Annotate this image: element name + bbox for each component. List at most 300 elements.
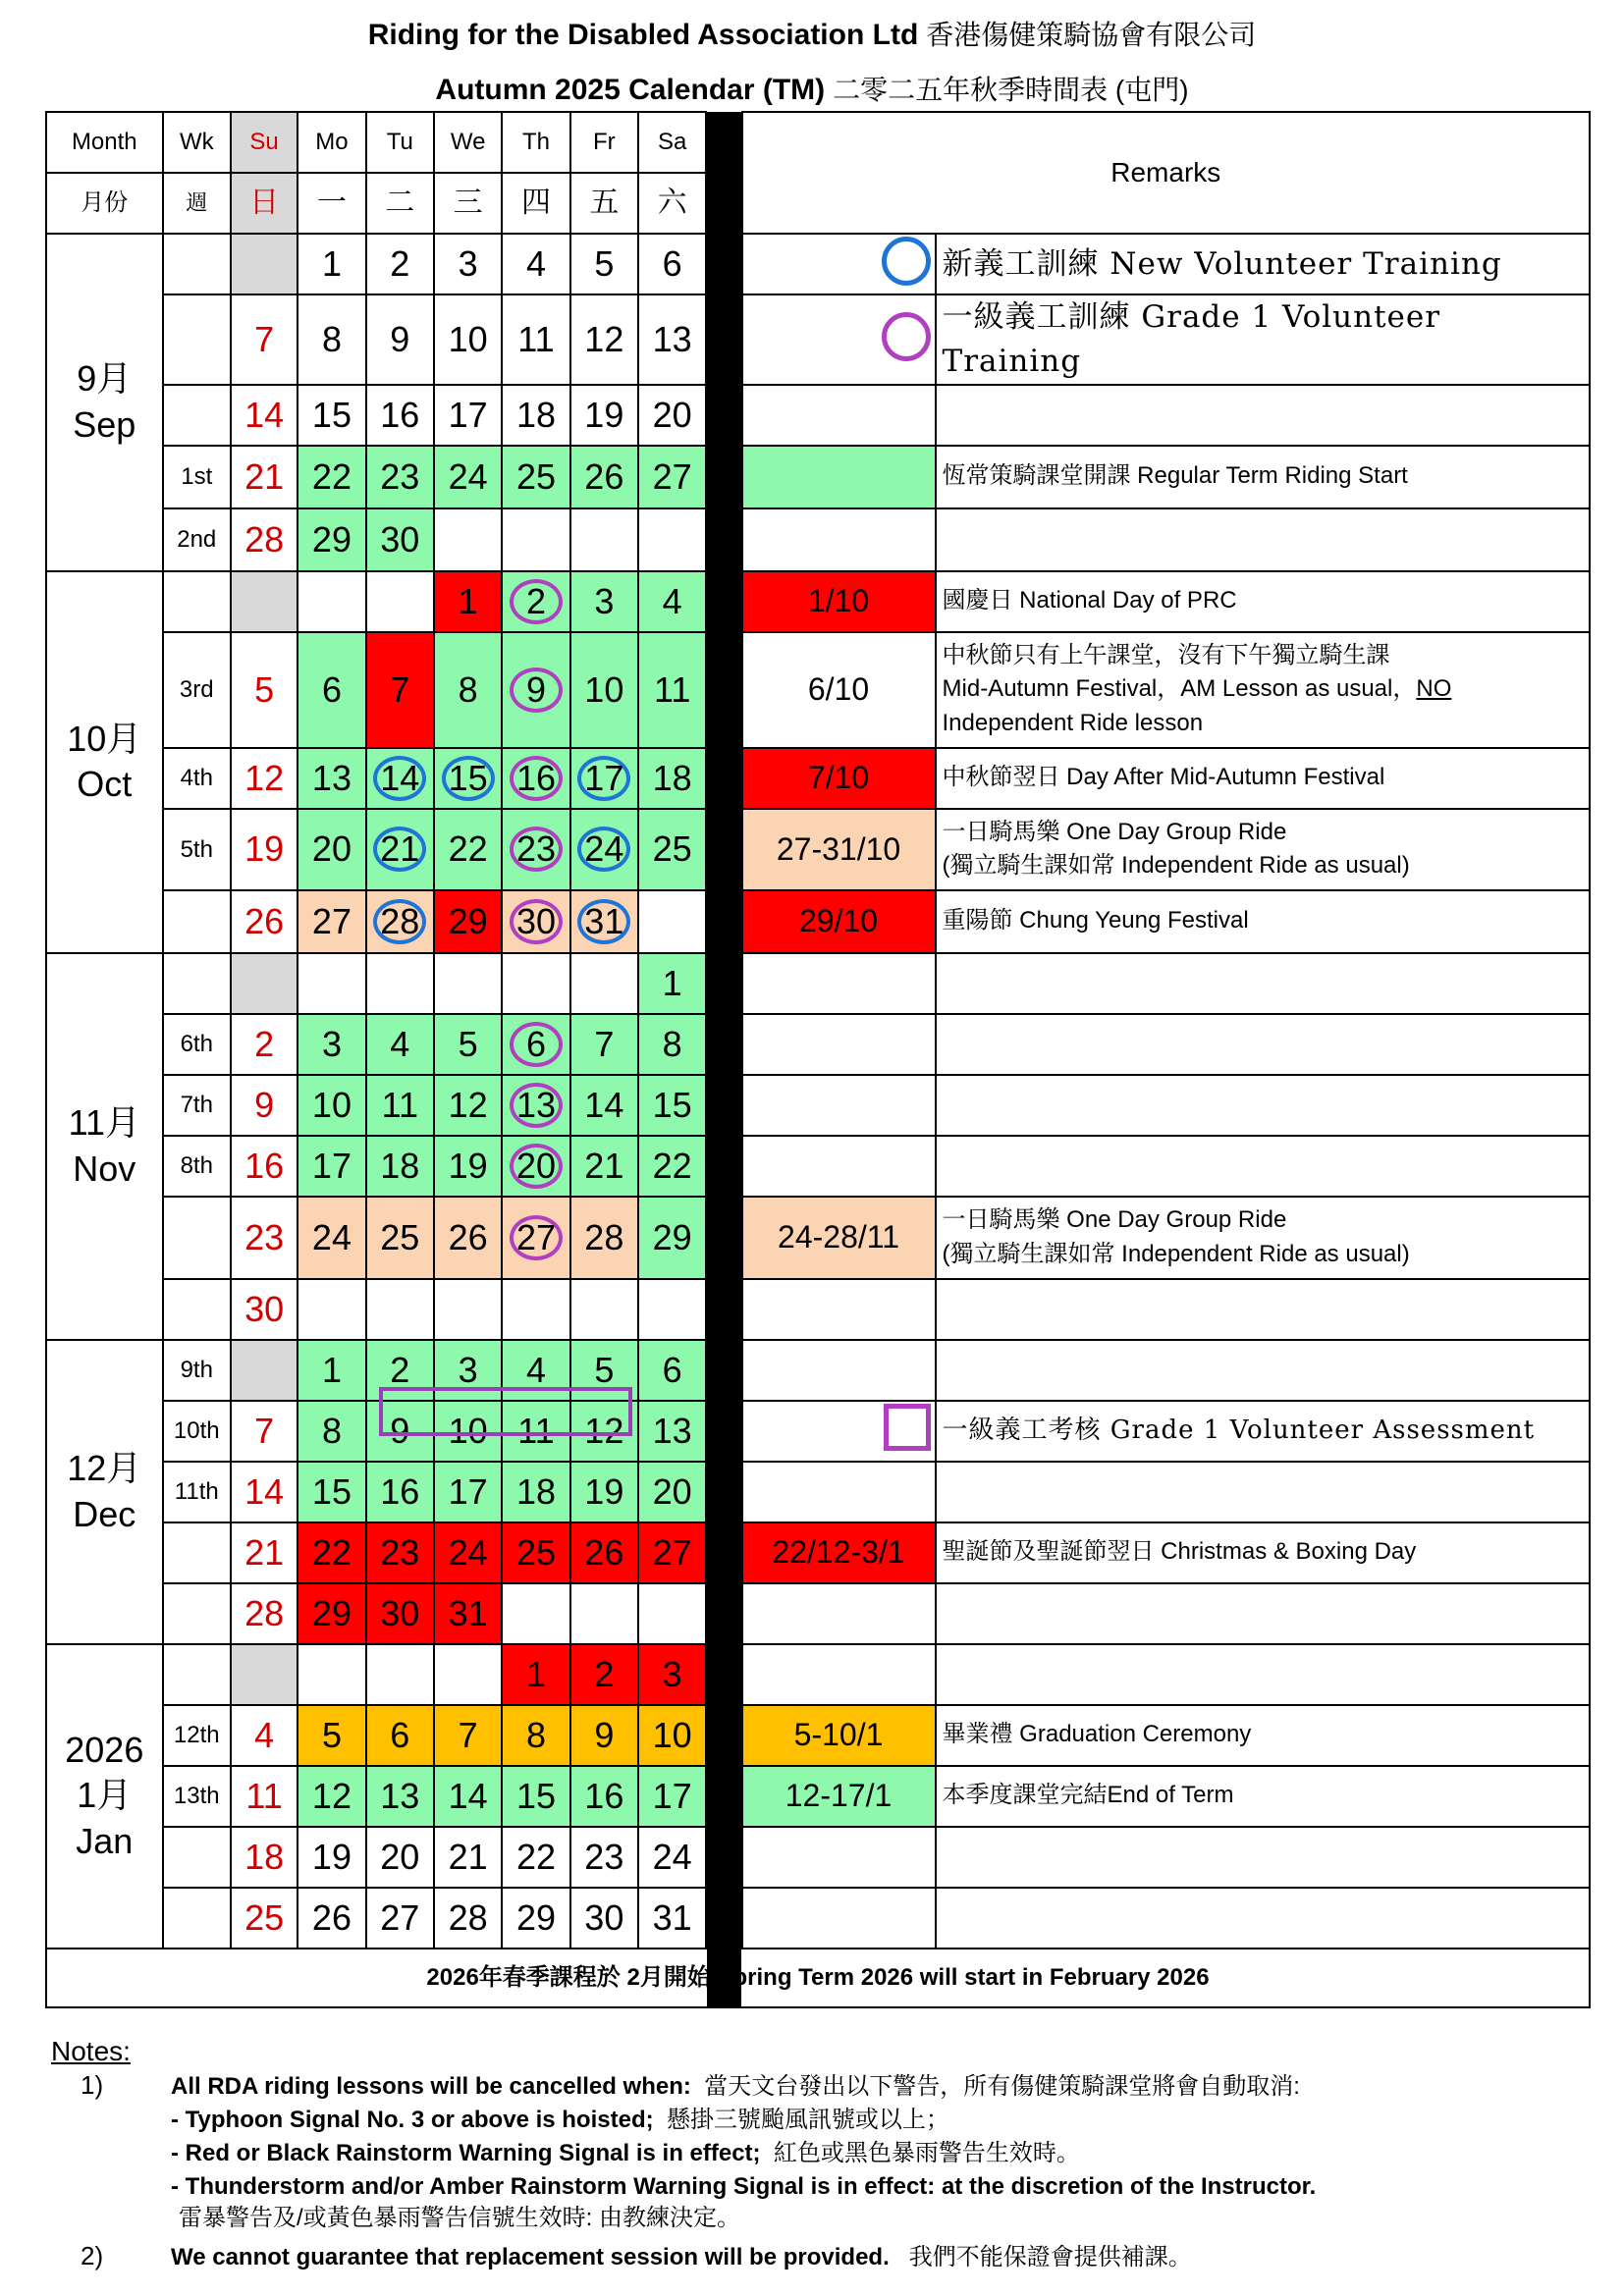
note-text-en: - Thunderstorm and/or Amber Rainstorm Warning Signal is in effect: at the discretion of the Instructor. bbox=[171, 2173, 1317, 2200]
day-cell: 6 bbox=[638, 1340, 706, 1401]
day-header-zh-sa: 六 bbox=[638, 173, 706, 234]
day-cell: 11 bbox=[502, 294, 569, 385]
day-cell: 22 bbox=[638, 1136, 706, 1197]
day-cell: 14 bbox=[231, 385, 298, 446]
month-zh: 12月 bbox=[67, 1448, 142, 1489]
day-cell: 27 bbox=[638, 446, 706, 508]
day-cell bbox=[638, 508, 706, 571]
black-separator bbox=[706, 112, 741, 2007]
subtitle-en: Autumn 2025 Calendar (TM) bbox=[435, 74, 826, 106]
note-text-en: - Typhoon Signal No. 3 or above is hoisted; bbox=[171, 2107, 654, 2133]
week-label bbox=[163, 385, 231, 446]
day-cell: 24 bbox=[638, 1827, 706, 1888]
note-text-en: We cannot guarantee that replacement session will be provided. bbox=[171, 2244, 890, 2270]
week-row bbox=[46, 294, 1590, 385]
remark: 本季度課堂完結End of Term bbox=[936, 1766, 1590, 1827]
day-cell bbox=[502, 748, 569, 809]
day-cell bbox=[638, 890, 706, 953]
event-date bbox=[742, 446, 936, 508]
day-cell: 19 bbox=[231, 809, 298, 890]
month-zh: 10月 bbox=[67, 718, 142, 759]
week-row bbox=[46, 809, 1590, 890]
title-en: Riding for the Disabled Association Ltd bbox=[367, 19, 919, 51]
note-text-zh: 我們不能保證會提供補課。 bbox=[908, 2244, 1192, 2270]
day-cell: 12 bbox=[570, 294, 638, 385]
day-cell: 5 bbox=[570, 1340, 638, 1401]
week-label bbox=[163, 1197, 231, 1279]
day-cell: 30 bbox=[366, 508, 434, 571]
day-cell bbox=[298, 1279, 365, 1340]
day-cell: 23 bbox=[366, 446, 434, 508]
new-volunteer-marker: 15 bbox=[442, 756, 495, 801]
week-label bbox=[163, 294, 231, 385]
week-row bbox=[46, 1075, 1590, 1136]
day-cell: 2 bbox=[366, 1340, 434, 1401]
day-cell: 5 bbox=[570, 234, 638, 294]
grade1-training-marker: 6 bbox=[510, 1022, 563, 1067]
day-cell: 18 bbox=[502, 385, 569, 446]
event-date bbox=[742, 1075, 936, 1136]
day-cell: 15 bbox=[298, 385, 365, 446]
day-cell: 30 bbox=[231, 1279, 298, 1340]
note-1c bbox=[171, 2169, 1316, 2205]
week-label: 5th bbox=[163, 809, 231, 890]
note-1 bbox=[171, 2069, 1300, 2105]
remark-line: Independent Ride lesson bbox=[942, 710, 1204, 737]
week-row bbox=[46, 571, 1590, 632]
day-cell: 15 bbox=[502, 1766, 569, 1827]
grade1-training-marker: 23 bbox=[510, 827, 563, 872]
week-row bbox=[46, 890, 1590, 953]
event-date: 22/12-3/1 bbox=[742, 1522, 936, 1583]
note-2 bbox=[171, 2240, 1192, 2275]
day-cell: 6 bbox=[638, 234, 706, 294]
day-cell: 8 bbox=[434, 632, 502, 748]
event-date bbox=[742, 953, 936, 1014]
day-header-zh-mo: 一 bbox=[298, 173, 365, 234]
day-cell: 20 bbox=[638, 1462, 706, 1522]
day-header-zh-fr: 五 bbox=[570, 173, 638, 234]
month-zh: 9月 bbox=[77, 358, 133, 400]
week-label bbox=[163, 1522, 231, 1583]
day-cell: 1 bbox=[502, 1644, 569, 1705]
day-cell: 21 bbox=[570, 1136, 638, 1197]
day-cell: 1 bbox=[298, 234, 365, 294]
day-cell bbox=[502, 1075, 569, 1136]
grade1-training-marker: 2 bbox=[510, 579, 563, 624]
week-label: 11th bbox=[163, 1462, 231, 1522]
day-cell bbox=[366, 571, 434, 632]
event-date: 5-10/1 bbox=[742, 1705, 936, 1766]
week-row bbox=[46, 748, 1590, 809]
day-cell: 21 bbox=[434, 1827, 502, 1888]
day-cell: 28 bbox=[231, 508, 298, 571]
month-zh: 11月 bbox=[68, 1102, 140, 1144]
day-cell bbox=[570, 748, 638, 809]
remark bbox=[936, 508, 1590, 571]
month-en: Nov bbox=[73, 1148, 136, 1189]
wk-header-zh: 週 bbox=[163, 173, 231, 234]
day-header-zh-we: 三 bbox=[434, 173, 502, 234]
day-cell: 20 bbox=[638, 385, 706, 446]
day-cell: 27 bbox=[366, 1888, 434, 1949]
week-row bbox=[46, 1136, 1590, 1197]
legend-swatch-grade1 bbox=[742, 294, 936, 385]
day-cell: 15 bbox=[638, 1075, 706, 1136]
wk-header: Wk bbox=[163, 112, 231, 173]
day-cell bbox=[638, 1279, 706, 1340]
day-cell: 17 bbox=[298, 1136, 365, 1197]
day-cell: 15 bbox=[298, 1462, 365, 1522]
week-row bbox=[46, 234, 1590, 294]
day-cell: 20 bbox=[366, 1827, 434, 1888]
day-cell: 10 bbox=[638, 1705, 706, 1766]
day-cell bbox=[502, 1014, 569, 1075]
day-cell: 7 bbox=[366, 632, 434, 748]
week-label bbox=[163, 1827, 231, 1888]
day-cell: 10 bbox=[570, 632, 638, 748]
day-cell bbox=[570, 1279, 638, 1340]
week-label: 1st bbox=[163, 446, 231, 508]
day-cell bbox=[502, 809, 569, 890]
day-cell: 28 bbox=[231, 1583, 298, 1644]
week-row bbox=[46, 1014, 1590, 1075]
day-cell: 3 bbox=[298, 1014, 365, 1075]
day-cell bbox=[502, 1197, 569, 1279]
remark bbox=[936, 632, 1590, 748]
day-cell: 13 bbox=[638, 294, 706, 385]
day-cell bbox=[502, 1136, 569, 1197]
day-header-mo: Mo bbox=[298, 112, 365, 173]
day-cell: 1 bbox=[638, 953, 706, 1014]
event-date bbox=[742, 1583, 936, 1644]
remarks-header: Remarks bbox=[742, 112, 1590, 234]
day-cell bbox=[502, 1279, 569, 1340]
week-label: 3rd bbox=[163, 632, 231, 748]
day-cell: 1 bbox=[298, 1340, 365, 1401]
note-1c-zh: 雷暴警告及/或黃色暴雨警告信號生效時: 由教練決定。 bbox=[179, 2205, 741, 2231]
day-header-th: Th bbox=[502, 112, 569, 173]
day-header-tu: Tu bbox=[366, 112, 434, 173]
remark bbox=[936, 1888, 1590, 1949]
day-cell: 3 bbox=[638, 1644, 706, 1705]
remark: 聖誕節及聖誕節翌日 Christmas & Boxing Day bbox=[936, 1522, 1590, 1583]
subtitle-zh: 二零二五年秋季時間表 (屯門) bbox=[833, 75, 1189, 105]
day-cell: 4 bbox=[502, 1340, 569, 1401]
new-volunteer-marker: 24 bbox=[577, 827, 630, 872]
day-cell bbox=[366, 748, 434, 809]
month-cell-dec bbox=[46, 1340, 163, 1644]
legend-new-volunteer: 新義工訓練 New Volunteer Training bbox=[936, 234, 1590, 294]
day-cell: 26 bbox=[434, 1197, 502, 1279]
day-cell: 29 bbox=[298, 508, 365, 571]
week-row bbox=[46, 953, 1590, 1014]
day-cell: 8 bbox=[298, 294, 365, 385]
day-cell: 2 bbox=[570, 1644, 638, 1705]
week-label bbox=[163, 1888, 231, 1949]
event-date bbox=[742, 1888, 936, 1949]
calendar-table bbox=[45, 111, 1591, 2008]
day-cell: 3 bbox=[434, 1340, 502, 1401]
month-cell-jan bbox=[46, 1644, 163, 1949]
day-cell bbox=[231, 1644, 298, 1705]
note-text-zh: 當天文台發出以下警告，所有傷健策騎課堂將會自動取消: bbox=[704, 2073, 1300, 2100]
day-cell bbox=[502, 632, 569, 748]
day-cell: 24 bbox=[434, 446, 502, 508]
day-cell: 11 bbox=[638, 632, 706, 748]
remark: 中秋節翌日 Day After Mid-Autumn Festival bbox=[936, 748, 1590, 809]
note-text-en: All RDA riding lessons will be cancelled when: bbox=[171, 2073, 691, 2100]
new-volunteer-marker: 28 bbox=[373, 899, 426, 944]
week-row bbox=[46, 1827, 1590, 1888]
event-date bbox=[742, 1827, 936, 1888]
day-cell bbox=[434, 748, 502, 809]
week-row bbox=[46, 1766, 1590, 1827]
footer-row bbox=[46, 1949, 1590, 2007]
calendar-title bbox=[0, 69, 1624, 108]
month-en: Sep bbox=[73, 403, 136, 445]
week-label: 4th bbox=[163, 748, 231, 809]
purple-square-icon bbox=[884, 1404, 931, 1451]
remark: 國慶日 National Day of PRC bbox=[936, 571, 1590, 632]
remark bbox=[936, 1340, 1590, 1401]
day-cell bbox=[231, 571, 298, 632]
day-cell: 29 bbox=[638, 1197, 706, 1279]
day-header-zh-su: 日 bbox=[231, 173, 298, 234]
day-cell: 26 bbox=[298, 1888, 365, 1949]
week-row bbox=[46, 1401, 1590, 1462]
day-cell bbox=[231, 953, 298, 1014]
day-cell: 4 bbox=[638, 571, 706, 632]
event-date: 29/10 bbox=[742, 890, 936, 953]
day-cell: 25 bbox=[231, 1888, 298, 1949]
remark-line: 中秋節只有上午課堂，沒有下午獨立騎生課 bbox=[942, 641, 1390, 668]
legend-swatch-assessment bbox=[742, 1401, 936, 1462]
remark-line: Mid-Autumn Festival，AM Lesson as usual， bbox=[942, 675, 1417, 703]
day-cell: 25 bbox=[502, 1522, 569, 1583]
week-row bbox=[46, 1279, 1590, 1340]
day-cell: 14 bbox=[570, 1075, 638, 1136]
event-date: 27-31/10 bbox=[742, 809, 936, 890]
event-date bbox=[742, 1644, 936, 1705]
month-header: Month bbox=[46, 112, 163, 173]
day-cell bbox=[502, 1583, 569, 1644]
day-cell: 18 bbox=[502, 1462, 569, 1522]
event-date bbox=[742, 1136, 936, 1197]
grade1-training-marker: 13 bbox=[510, 1083, 563, 1128]
day-cell: 24 bbox=[298, 1197, 365, 1279]
day-cell bbox=[570, 508, 638, 571]
day-cell: 7 bbox=[231, 1401, 298, 1462]
week-row bbox=[46, 1644, 1590, 1705]
remark bbox=[936, 1075, 1590, 1136]
day-cell bbox=[434, 1644, 502, 1705]
day-cell bbox=[298, 1644, 365, 1705]
day-cell: 18 bbox=[366, 1136, 434, 1197]
day-cell: 30 bbox=[366, 1583, 434, 1644]
week-row bbox=[46, 1197, 1590, 1279]
day-header-su: Su bbox=[231, 112, 298, 173]
day-cell: 9 bbox=[366, 1401, 434, 1462]
day-cell: 10 bbox=[434, 294, 502, 385]
event-date: 1/10 bbox=[742, 571, 936, 632]
day-cell: 14 bbox=[231, 1462, 298, 1522]
remark bbox=[936, 1197, 1590, 1279]
note-text-en: - Red or Black Rainstorm Warning Signal is in effect; bbox=[171, 2140, 761, 2166]
day-cell bbox=[502, 953, 569, 1014]
note-1a bbox=[171, 2103, 949, 2138]
day-cell bbox=[366, 809, 434, 890]
day-header-zh-tu: 二 bbox=[366, 173, 434, 234]
day-cell bbox=[366, 953, 434, 1014]
grade1-training-marker: 9 bbox=[510, 667, 563, 713]
day-cell: 6 bbox=[298, 632, 365, 748]
day-cell bbox=[366, 1644, 434, 1705]
new-volunteer-marker: 31 bbox=[577, 899, 630, 944]
day-cell: 26 bbox=[231, 890, 298, 953]
remark bbox=[936, 1136, 1590, 1197]
remark bbox=[936, 1279, 1590, 1340]
day-cell bbox=[434, 1279, 502, 1340]
month-en: Oct bbox=[77, 764, 133, 805]
day-cell: 11 bbox=[231, 1766, 298, 1827]
note-number: 1) bbox=[81, 2070, 104, 2100]
day-cell: 7 bbox=[434, 1705, 502, 1766]
note-number: 2) bbox=[81, 2241, 104, 2270]
day-cell: 9 bbox=[231, 1075, 298, 1136]
day-cell: 22 bbox=[298, 1522, 365, 1583]
week-label bbox=[163, 234, 231, 294]
day-cell bbox=[434, 508, 502, 571]
day-cell bbox=[366, 1279, 434, 1340]
note-text-zh: 懸掛三號颱風訊號或以上； bbox=[666, 2107, 949, 2133]
day-cell bbox=[570, 1583, 638, 1644]
day-cell: 23 bbox=[366, 1522, 434, 1583]
remark bbox=[936, 809, 1590, 890]
month-cell-nov bbox=[46, 953, 163, 1340]
day-cell: 19 bbox=[298, 1827, 365, 1888]
remark bbox=[936, 1644, 1590, 1705]
week-label: 9th bbox=[163, 1340, 231, 1401]
day-cell: 3 bbox=[434, 234, 502, 294]
day-cell: 11 bbox=[502, 1401, 569, 1462]
week-label: 12th bbox=[163, 1705, 231, 1766]
day-cell: 4 bbox=[502, 234, 569, 294]
week-row bbox=[46, 632, 1590, 748]
event-date bbox=[742, 1279, 936, 1340]
day-cell bbox=[298, 571, 365, 632]
day-cell: 26 bbox=[570, 446, 638, 508]
day-cell: 16 bbox=[231, 1136, 298, 1197]
day-cell: 5 bbox=[434, 1014, 502, 1075]
day-cell: 7 bbox=[231, 294, 298, 385]
day-cell bbox=[502, 508, 569, 571]
remark bbox=[936, 1827, 1590, 1888]
purple-circle-icon bbox=[882, 312, 931, 361]
day-cell: 22 bbox=[502, 1827, 569, 1888]
title-zh: 香港傷健策騎協會有限公司 bbox=[926, 20, 1257, 50]
day-cell: 13 bbox=[298, 748, 365, 809]
day-cell: 12 bbox=[231, 748, 298, 809]
day-cell: 10 bbox=[434, 1401, 502, 1462]
remark bbox=[936, 1014, 1590, 1075]
day-cell: 5 bbox=[298, 1705, 365, 1766]
week-label bbox=[163, 1279, 231, 1340]
event-date: 24-28/11 bbox=[742, 1197, 936, 1279]
notes-heading: Notes: bbox=[51, 2036, 131, 2066]
day-cell bbox=[231, 234, 298, 294]
day-cell: 7 bbox=[570, 1014, 638, 1075]
event-date: 7/10 bbox=[742, 748, 936, 809]
week-label: 7th bbox=[163, 1075, 231, 1136]
remark-line: 一日騎馬樂 One Day Group Ride bbox=[942, 818, 1287, 845]
day-cell bbox=[570, 890, 638, 953]
day-cell bbox=[298, 953, 365, 1014]
day-cell: 18 bbox=[231, 1827, 298, 1888]
day-cell: 12 bbox=[570, 1401, 638, 1462]
month-en: Dec bbox=[73, 1493, 136, 1534]
day-cell: 29 bbox=[298, 1583, 365, 1644]
event-date bbox=[742, 1340, 936, 1401]
week-label bbox=[163, 890, 231, 953]
remark bbox=[936, 1462, 1590, 1522]
week-label: 13th bbox=[163, 1766, 231, 1827]
day-cell: 8 bbox=[502, 1705, 569, 1766]
day-cell: 21 bbox=[231, 446, 298, 508]
grade1-training-marker: 30 bbox=[510, 899, 563, 944]
remark-no-emphasis: NO bbox=[1416, 675, 1452, 703]
week-row bbox=[46, 1888, 1590, 1949]
org-title bbox=[0, 14, 1624, 53]
day-cell: 8 bbox=[298, 1401, 365, 1462]
day-cell: 14 bbox=[434, 1766, 502, 1827]
event-date: 6/10 bbox=[742, 632, 936, 748]
day-cell: 12 bbox=[434, 1075, 502, 1136]
day-cell: 1 bbox=[434, 571, 502, 632]
day-cell: 20 bbox=[298, 809, 365, 890]
header-row-en bbox=[46, 112, 1590, 173]
day-cell: 6 bbox=[366, 1705, 434, 1766]
day-cell: 10 bbox=[298, 1075, 365, 1136]
day-cell: 28 bbox=[434, 1888, 502, 1949]
day-cell: 2 bbox=[366, 234, 434, 294]
event-date bbox=[742, 1462, 936, 1522]
week-label: 6th bbox=[163, 1014, 231, 1075]
day-cell: 25 bbox=[366, 1197, 434, 1279]
new-volunteer-marker: 17 bbox=[577, 756, 630, 801]
day-cell: 16 bbox=[366, 1462, 434, 1522]
remark-line: (獨立騎生課如常 Independent Ride as usual) bbox=[942, 1240, 1410, 1267]
day-header-sa: Sa bbox=[638, 112, 706, 173]
new-volunteer-marker: 21 bbox=[373, 827, 426, 872]
note-text-zh: 紅色或黑色暴雨警告生效時。 bbox=[773, 2140, 1080, 2166]
event-date bbox=[742, 385, 936, 446]
day-cell: 23 bbox=[570, 1827, 638, 1888]
day-cell bbox=[434, 953, 502, 1014]
grade1-training-marker: 16 bbox=[510, 756, 563, 801]
day-cell: 23 bbox=[231, 1197, 298, 1279]
day-cell: 31 bbox=[638, 1888, 706, 1949]
day-cell: 25 bbox=[502, 446, 569, 508]
day-cell: 30 bbox=[570, 1888, 638, 1949]
week-row bbox=[46, 1340, 1590, 1401]
remark: 畢業禮 Graduation Ceremony bbox=[936, 1705, 1590, 1766]
remark: 重陽節 Chung Yeung Festival bbox=[936, 890, 1590, 953]
spring-term-notice: 2026年春季課程於 2月開始 Spring Term 2026 will start in February 2026 bbox=[46, 1949, 1590, 2007]
legend-swatch-new-volunteer bbox=[742, 234, 936, 294]
day-header-we: We bbox=[434, 112, 502, 173]
remark: 恆常策騎課堂開課 Regular Term Riding Start bbox=[936, 446, 1590, 508]
